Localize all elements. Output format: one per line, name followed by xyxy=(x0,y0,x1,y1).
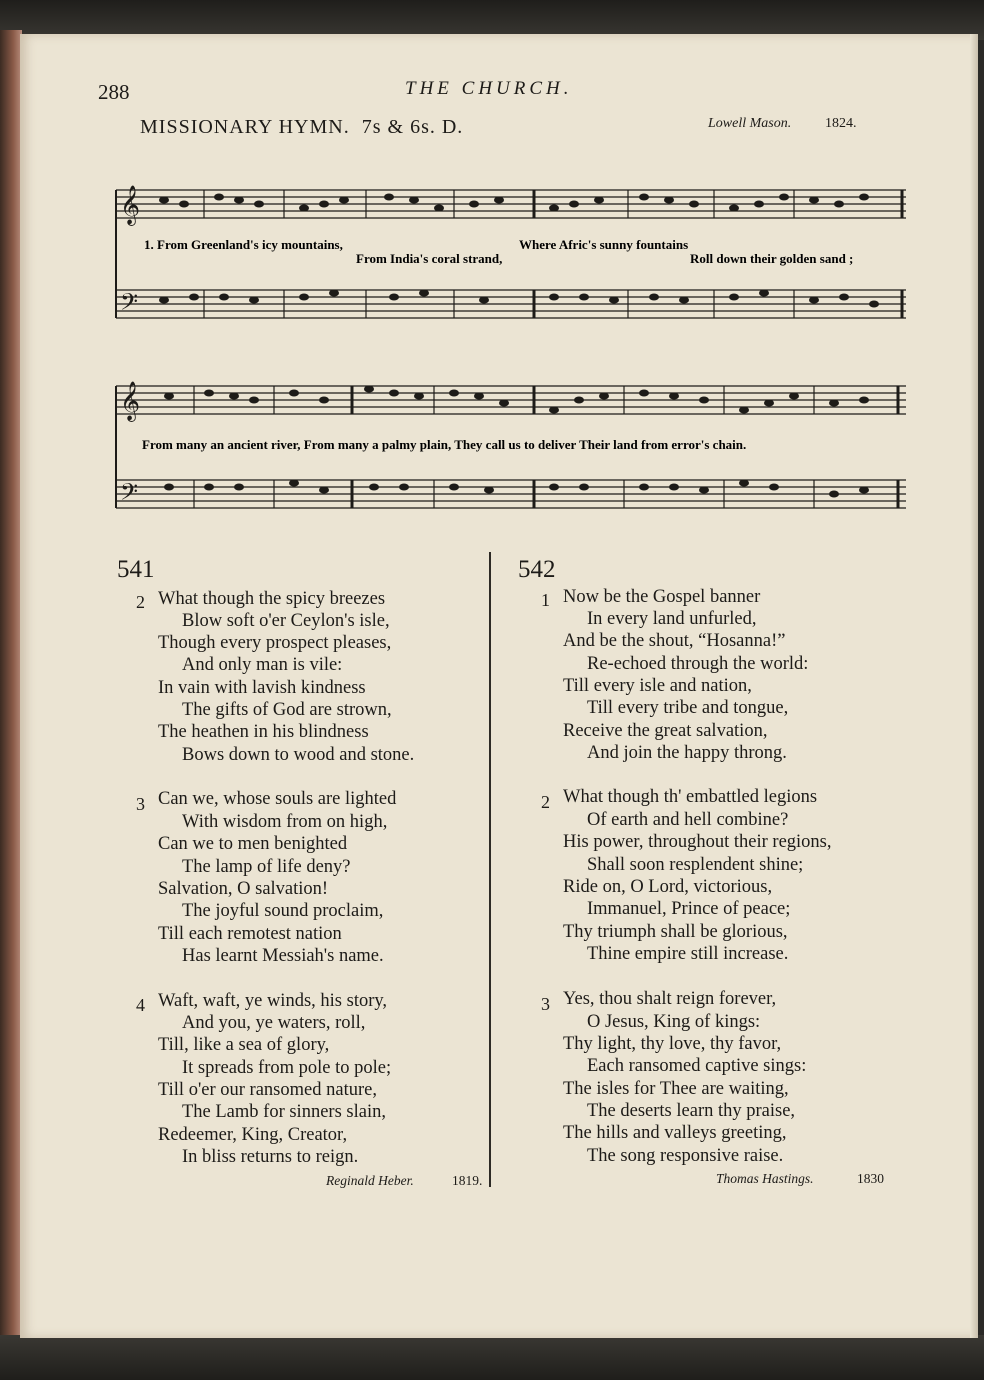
book-spine-edge xyxy=(0,30,22,1340)
verse-line: The lamp of life deny? xyxy=(182,857,351,877)
lyrics-line-1a: 1. From Greenland's icy mountains, xyxy=(144,237,343,252)
verse-line: The song responsive raise. xyxy=(587,1146,784,1166)
verse-line: Of earth and hell combine? xyxy=(587,810,789,830)
verse-line: Thy light, thy love, thy favor, xyxy=(563,1034,782,1054)
verse-number: 3 xyxy=(541,994,550,1014)
verse-line: The deserts learn thy praise, xyxy=(587,1101,796,1121)
verse-number: 1 xyxy=(541,590,550,610)
verse-line: Till every isle and nation, xyxy=(563,676,752,696)
lyrics-line-2b: Roll down their golden sand ; xyxy=(690,251,854,266)
verse-line: What though the spicy breezes xyxy=(158,589,386,609)
verse-line: Can we, whose souls are lighted xyxy=(158,789,397,809)
verse-line: Has learnt Messiah's name. xyxy=(182,946,384,966)
verse-line: O Jesus, King of kings: xyxy=(587,1012,761,1032)
verse-line: It spreads from pole to pole; xyxy=(182,1058,392,1078)
verse-line: Re-echoed through the world: xyxy=(587,654,809,674)
verse-number: 4 xyxy=(136,995,145,1015)
verse-line: The gifts of God are strown, xyxy=(182,700,392,720)
hymn-541-year: 1819. xyxy=(452,1173,483,1188)
verse-line: Can we to men benighted xyxy=(158,834,348,854)
page-number: 288 xyxy=(98,80,130,104)
verse-line: Shall soon resplendent shine; xyxy=(587,855,804,875)
column-divider xyxy=(489,552,491,1187)
verse-line: Till, like a sea of glory, xyxy=(158,1035,330,1055)
verse-line: Receive the great salvation, xyxy=(563,721,768,741)
svg-text:𝄢: 𝄢 xyxy=(120,478,139,511)
verse-number: 2 xyxy=(541,792,550,812)
music-system-2 xyxy=(94,370,914,530)
verse-number: 3 xyxy=(136,794,145,814)
verse-line: The heathen in his blindness xyxy=(158,722,369,742)
tune-composer: Lowell Mason. xyxy=(708,116,792,131)
verse-line: In every land unfurled, xyxy=(587,609,757,629)
verse-line: Till o'er our ransomed nature, xyxy=(158,1080,377,1100)
verse-line: Ride on, O Lord, victorious, xyxy=(563,877,773,897)
hymn-542-year: 1830 xyxy=(857,1171,884,1186)
lyrics-line-3: From many an ancient river, From many a palmy plain, They call us to deliver Their land from error's chain. xyxy=(142,437,747,452)
verse-line: The Lamb for sinners slain, xyxy=(182,1102,386,1122)
verse-line: And only man is vile: xyxy=(182,655,343,675)
verse-line: The isles for Thee are waiting, xyxy=(563,1079,789,1099)
verse-line: What though th' embattled legions xyxy=(563,787,818,807)
svg-text:𝄞: 𝄞 xyxy=(120,185,141,225)
verse-line: Till every tribe and tongue, xyxy=(587,698,789,718)
running-head: THE CHURCH. xyxy=(405,78,573,99)
verse-line: Bows down to wood and stone. xyxy=(182,745,415,765)
verse-line: And join the happy throng. xyxy=(587,743,787,763)
verse-line: His power, throughout their regions, xyxy=(563,832,832,852)
verse-line: The hills and valleys greeting, xyxy=(563,1123,787,1143)
verse-line: And you, ye waters, roll, xyxy=(182,1013,366,1033)
svg-text:𝄞: 𝄞 xyxy=(120,381,141,421)
lyrics-line-2a: From India's coral strand, xyxy=(356,251,503,266)
verse-line: Blow soft o'er Ceylon's isle, xyxy=(182,611,390,631)
verse-line: Though every prospect pleases, xyxy=(158,633,392,653)
hymn-542-author: Thomas Hastings. xyxy=(716,1171,814,1186)
page-edge xyxy=(970,34,978,1338)
verse-line: With wisdom from on high, xyxy=(182,812,388,832)
verse-line: Redeemer, King, Creator, xyxy=(158,1125,348,1145)
verse-line: The joyful sound proclaim, xyxy=(182,901,384,921)
svg-text:𝄢: 𝄢 xyxy=(120,288,139,321)
tune-composer-year: 1824. xyxy=(825,116,857,131)
verse-line: In bliss returns to reign. xyxy=(182,1147,359,1167)
lyrics-line-1b: Where Afric's sunny fountains xyxy=(519,237,689,252)
music-system-1 xyxy=(94,168,914,338)
verse-line: And be the shout, “Hosanna!” xyxy=(563,631,786,651)
verse-line: Salvation, O salvation! xyxy=(158,879,329,899)
verse-line: Yes, thou shalt reign forever, xyxy=(563,989,777,1009)
verse-line: In vain with lavish kindness xyxy=(158,678,366,698)
verse-line: Each ransomed captive sings: xyxy=(587,1056,807,1076)
verse-line: Thine empire still increase. xyxy=(587,944,789,964)
tune-meter: 7s & 6s. D. xyxy=(361,116,464,138)
verse-number: 2 xyxy=(136,592,145,612)
book-cover-bottom xyxy=(0,1335,984,1380)
tune-name: MISSIONARY HYMN. xyxy=(140,116,350,138)
verse-line: Till each remotest nation xyxy=(158,924,342,944)
hymn-541-author: Reginald Heber. xyxy=(326,1173,414,1188)
hymn-number-542: 542 xyxy=(518,556,556,583)
verse-line: Thy triumph shall be glorious, xyxy=(563,922,788,942)
tune-title xyxy=(140,116,463,139)
verse-line: Immanuel, Prince of peace; xyxy=(587,899,791,919)
verse-line: Waft, waft, ye winds, his story, xyxy=(158,991,388,1011)
hymn-number-541: 541 xyxy=(117,556,155,583)
verse-line: Now be the Gospel banner xyxy=(563,587,761,607)
